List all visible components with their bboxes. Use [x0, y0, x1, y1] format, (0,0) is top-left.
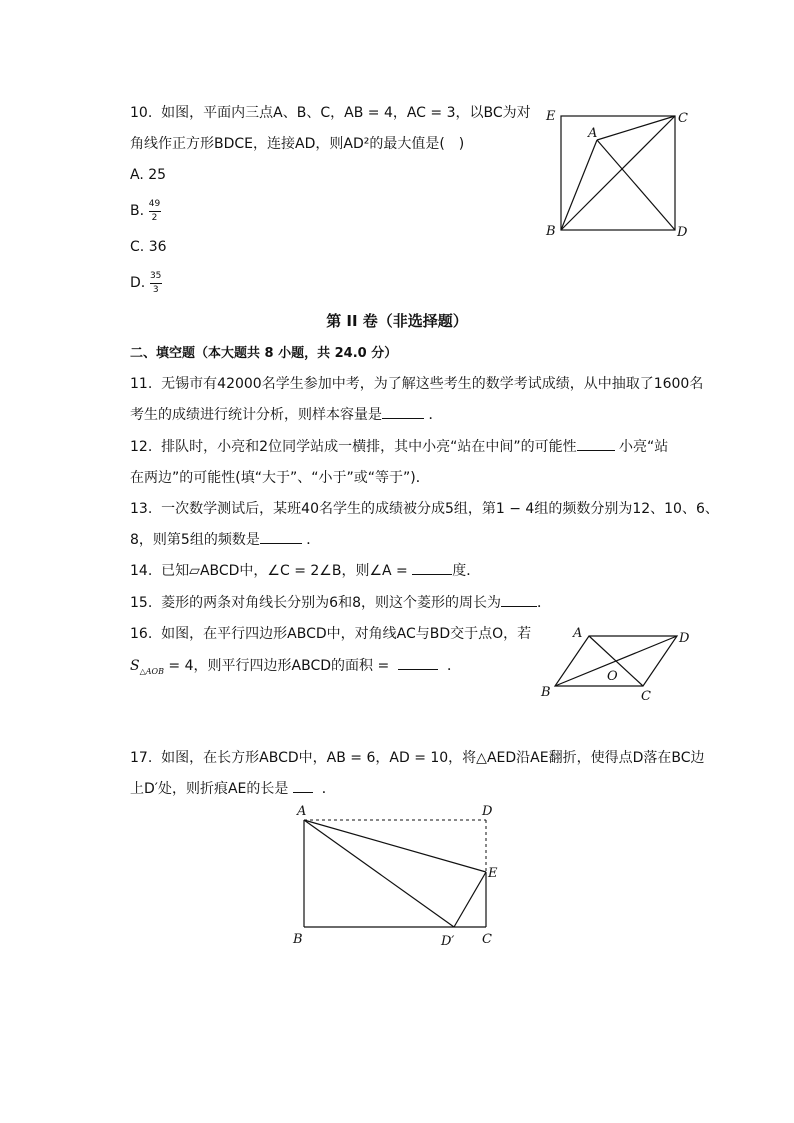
option-value: 36	[148, 239, 167, 255]
q17-number: 17.	[130, 750, 153, 766]
q11-number: 11.	[130, 376, 153, 392]
label-e: E	[488, 866, 498, 881]
q14-unit: 度．	[452, 563, 481, 579]
label-b: B	[293, 932, 303, 947]
q10-option-a	[130, 165, 166, 185]
q16-line1	[130, 624, 531, 644]
q13-line2	[130, 530, 320, 550]
answer-blank[interactable]	[398, 668, 438, 670]
q15-number: 15.	[130, 595, 153, 611]
q17-stem-line1: 如图，在长方形ABCD中，AB = 6，AD = 10，将△AED沿AE翻折，使得点D落在BC边	[161, 750, 705, 766]
q11-stem-line2: 考生的成绩进行统计分析，则样本容量是	[130, 407, 382, 423]
q12-stem-line1-tail: 小亮“站	[619, 439, 669, 455]
q10-option-c	[130, 237, 167, 257]
q13-stem-line2: 8，则第5组的频数是	[130, 532, 260, 548]
area-subscript: △AOB	[139, 666, 164, 676]
fraction-numerator: 35	[149, 270, 162, 281]
label-a: A	[588, 126, 598, 141]
q16-figure-parallelogram	[535, 622, 705, 707]
q14-line	[130, 561, 480, 581]
label-e: E	[546, 109, 556, 124]
q16-stem-line1: 如图，在平行四边形ABCD中，对角线AC与BD交于点O，若	[161, 626, 532, 642]
segment-ab	[561, 140, 597, 230]
option-label: C.	[130, 239, 145, 255]
q10-line1	[130, 103, 531, 123]
segment-ad-prime	[304, 820, 454, 927]
q15-stem: 菱形的两条对角线长分别为6和8，则这个菱形的周长为	[161, 595, 501, 611]
q16-stem-line2: = 4，则平行四边形ABCD的面积 =	[163, 658, 390, 674]
fraction-49-2	[149, 199, 161, 224]
label-b: B	[541, 685, 551, 700]
q12-line1	[130, 437, 668, 457]
q15-line	[130, 593, 551, 613]
label-b: B	[546, 224, 556, 239]
option-label: D.	[130, 275, 146, 291]
q13-stem-line1: 一次数学测试后，某班40名学生的成绩被分成5组，第1 − 4组的频数分别为12、10、6、	[161, 501, 719, 517]
fraction-35-3	[150, 271, 162, 296]
q17-line1	[130, 748, 705, 768]
q13-period: ．	[306, 532, 321, 548]
answer-blank[interactable]	[382, 417, 424, 419]
label-c: C	[678, 111, 688, 126]
q10-option-b	[130, 196, 161, 226]
label-c: C	[482, 932, 492, 947]
segment-ad	[597, 140, 675, 230]
label-d: D	[482, 804, 493, 819]
q11-stem-line1: 无锡市有42000名学生参加中考，为了解这些考生的数学考试成绩，从中抽取了1600名	[161, 376, 704, 392]
fraction-denominator: 3	[152, 284, 159, 295]
part2-title: 第 II 卷（非选择题）	[326, 312, 468, 330]
q16-number: 16.	[130, 626, 153, 642]
option-value: 25	[148, 167, 167, 183]
q13-number: 13.	[130, 501, 153, 517]
q11-line2	[130, 405, 442, 425]
answer-blank[interactable]	[260, 542, 302, 544]
q12-stem-line1: 排队时，小亮和2位同学站成一横排，其中小亮“站在中间”的可能性	[161, 439, 577, 455]
section-heading-fill-in: 二、填空题（本大题共 8 小题，共 24.0 分）	[130, 346, 398, 361]
answer-blank[interactable]	[412, 573, 452, 575]
q12-stem-line2: 在两边”的可能性(填“大于”、“小于”或“等于”)．	[130, 470, 430, 486]
fold-line-ae	[304, 820, 486, 872]
label-d: D	[677, 225, 688, 240]
label-a: A	[573, 626, 583, 641]
option-label: A.	[130, 167, 144, 183]
label-d-prime: D′	[441, 934, 455, 949]
q16-line2	[130, 656, 461, 682]
q15-period: ．	[537, 595, 551, 611]
answer-blank[interactable]	[293, 791, 313, 793]
q17-period: ．	[321, 781, 336, 797]
answer-blank[interactable]	[577, 449, 615, 451]
fraction-denominator: 2	[151, 212, 158, 223]
answer-blank[interactable]	[501, 605, 537, 607]
label-c: C	[641, 689, 651, 704]
q17-figure-rectangle	[285, 800, 515, 955]
q16-period: ．	[447, 658, 461, 674]
label-d: D	[679, 631, 690, 646]
q11-line1	[130, 374, 703, 394]
q17-stem-line2: 上D′处，则折痕AE的长是	[130, 781, 289, 797]
option-label: B.	[130, 203, 145, 219]
fraction-numerator: 49	[148, 198, 161, 209]
q12-number: 12.	[130, 439, 153, 455]
segment-d-prime-e	[454, 872, 486, 927]
q11-period: ．	[428, 407, 443, 423]
q10-option-d	[130, 268, 162, 298]
q14-stem: 已知▱ABCD中，∠C = 2∠B，则∠A =	[161, 563, 408, 579]
q13-line1	[130, 499, 719, 519]
q10-stem-line1: 如图，平面内三点A、B、C，AB = 4，AC = 3，以BC为对	[161, 105, 531, 121]
q10-number: 10.	[130, 105, 153, 121]
q10-stem-line2: 角线作正方形BDCE，连接AD，则AD²的最大值是( )	[130, 136, 465, 152]
q17-line2	[130, 779, 336, 799]
q14-number: 14.	[130, 563, 153, 579]
label-a: A	[297, 804, 307, 819]
area-symbol: S	[130, 658, 140, 674]
label-o: O	[607, 669, 618, 684]
q10-figure-square	[540, 100, 700, 245]
